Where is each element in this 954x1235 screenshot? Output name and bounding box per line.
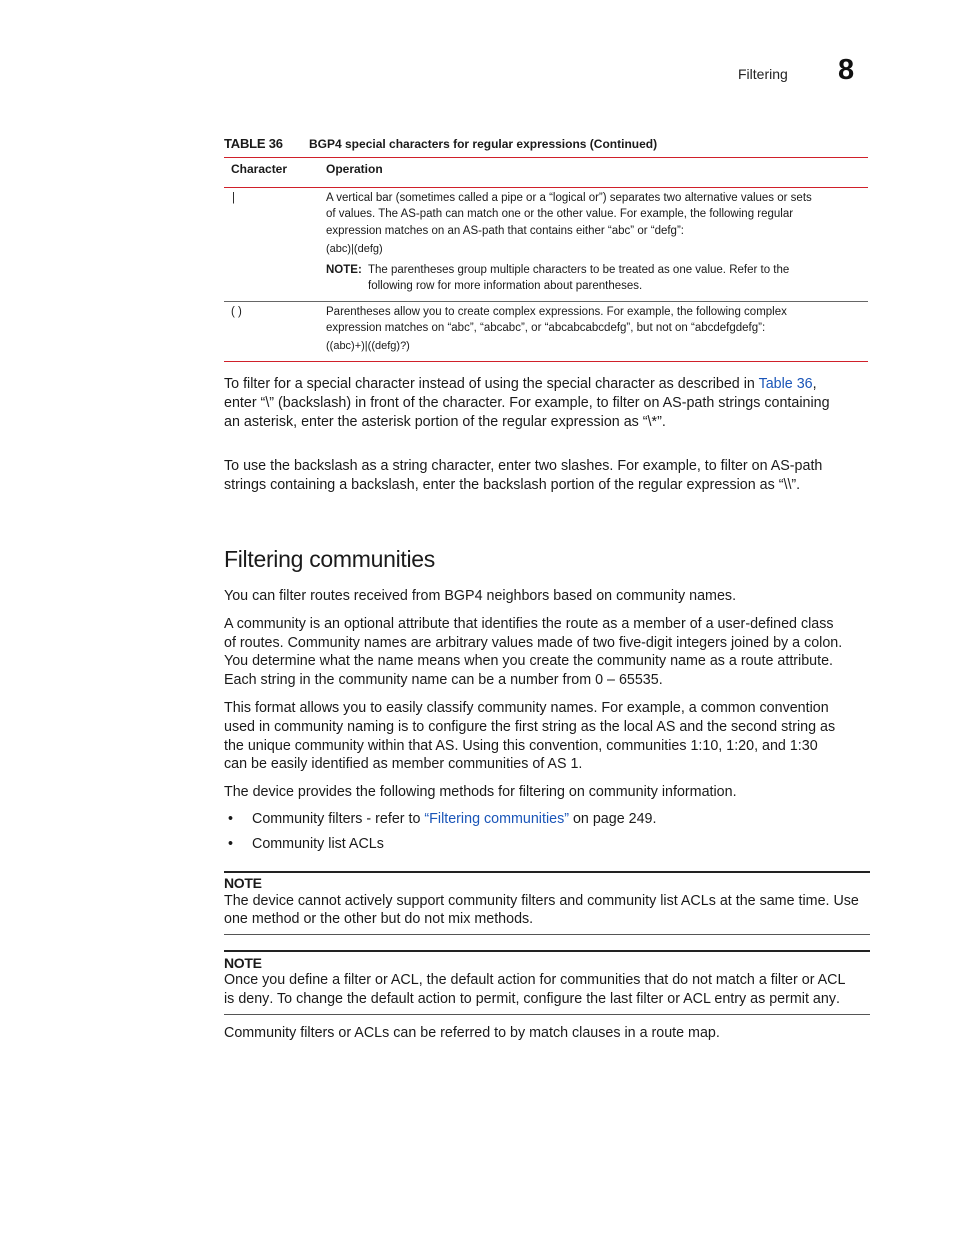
table-cell-operation-line: of values. The AS-path can match one or the other value. For example, the following regular [326, 208, 794, 220]
keyword-permit-any: permit any [769, 991, 836, 1007]
table-note-line: following row for more information about parentheses. [368, 280, 643, 292]
text-run: is [224, 991, 239, 1007]
table-note-line: The parentheses group multiple characters to be treated as one value. Refer to the [368, 264, 790, 276]
note-label: NOTE [224, 955, 262, 971]
note-line: The device cannot actively support community filters and community list ACLs at the same time. Use [224, 893, 859, 909]
paragraph-line: Community filters or ACLs can be referred to by match clauses in a route map. [224, 1025, 720, 1041]
table-cell-operation-line: expression matches on an AS-path that contains either “abc” or “defg”: [326, 225, 684, 237]
column-header-operation: Operation [326, 162, 383, 176]
text-run: , [812, 376, 817, 392]
paragraph-line: an asterisk, enter the asterisk portion of the regular expression as “\*”. [224, 414, 666, 430]
note-label: NOTE [224, 875, 262, 891]
code-example: ((abc)+)|((defg)?) [326, 340, 410, 352]
bullet-icon: • [228, 811, 234, 827]
paragraph-line: used in community naming is to configure the first string as the local AS and the second string as [224, 719, 836, 735]
note-line [224, 990, 870, 1009]
note-bottom-rule [224, 1014, 870, 1015]
table-header-rule [224, 187, 868, 188]
table-cell-character: | [232, 192, 235, 204]
paragraph-line: the unique community within that AS. Using this convention, communities 1:10, 1:20, and 1:30 [224, 738, 818, 754]
keyword-deny: deny [238, 991, 270, 1007]
text-run: . To change the default action to [269, 991, 476, 1007]
table-row-divider [224, 301, 868, 302]
paragraph-line [224, 375, 870, 394]
text-run: . [835, 991, 840, 1007]
running-header-section: Filtering [738, 66, 788, 82]
text-run: , configure the last filter or ACL entry as [515, 991, 770, 1007]
bullet-icon: • [228, 836, 234, 852]
table-top-rule [224, 157, 868, 158]
table-cell-character: ( ) [231, 306, 242, 318]
note-bottom-rule [224, 934, 870, 935]
paragraph-line: You can filter routes received from BGP4 neighbors based on community names. [224, 588, 737, 604]
list-item: Community list ACLs [252, 836, 384, 852]
paragraph-line: The device provides the following methods for filtering on community information. [224, 784, 737, 800]
paragraph-line: of routes. Community names are arbitrary values made of two five-digit integers joined by a colon. [224, 635, 843, 651]
table-bottom-rule [224, 361, 868, 362]
table-title: BGP4 special characters for regular expressions (Continued) [309, 137, 658, 151]
code-example: (abc)|(defg) [326, 243, 383, 255]
paragraph-line: can be easily identified as member communities of AS 1. [224, 756, 583, 772]
paragraph-line: Each string in the community name can be a number from 0 – 65535. [224, 672, 663, 688]
list-item [252, 811, 656, 827]
text-run: on page 249. [569, 811, 657, 827]
section-heading: Filtering communities [224, 546, 435, 572]
table-cell-operation-line: expression matches on “abc”, “abcabc”, or “abcabcabcdefg”, but not on “abcdefgdefg”: [326, 322, 766, 334]
text-run: To filter for a special character instead of using the special character as described in [224, 376, 759, 392]
table-cell-operation-line: Parentheses allow you to create complex expressions. For example, the following complex [326, 306, 787, 318]
paragraph-line: strings containing a backslash, enter the backslash portion of the regular expression as “\\”. [224, 477, 801, 493]
paragraph-line: A community is an optional attribute that identifies the route as a member of a user-defined class [224, 616, 834, 632]
table-label: TABLE 36 [224, 136, 283, 151]
note-top-rule [224, 950, 870, 952]
table-note-label: NOTE: [326, 264, 362, 276]
paragraph-line: enter “\” (backslash) in front of the character. For example, to filter on AS-path strings containing [224, 395, 830, 411]
paragraph-line: You determine what the name means when you create the community name as a route attribute. [224, 653, 834, 669]
paragraph-line: This format allows you to easily classify community names. For example, a common convention [224, 700, 829, 716]
paragraph-line: To use the backslash as a string character, enter two slashes. For example, to filter on AS-path [224, 458, 823, 474]
column-header-character: Character [231, 162, 288, 176]
filtering-communities-link[interactable]: “Filtering communities” [424, 811, 569, 827]
note-line: one method or the other but do not mix methods. [224, 911, 534, 927]
note-top-rule [224, 871, 870, 873]
text-run: Community filters - refer to [252, 811, 425, 827]
table-36-link[interactable]: Table 36 [758, 376, 813, 392]
note-line: Once you define a filter or ACL, the default action for communities that do not match a filter or ACL [224, 972, 846, 988]
chapter-number: 8 [838, 54, 855, 86]
table-cell-operation-line: A vertical bar (sometimes called a pipe or a “logical or”) separates two alternative values or sets [326, 192, 812, 204]
keyword-permit: permit [475, 991, 516, 1007]
